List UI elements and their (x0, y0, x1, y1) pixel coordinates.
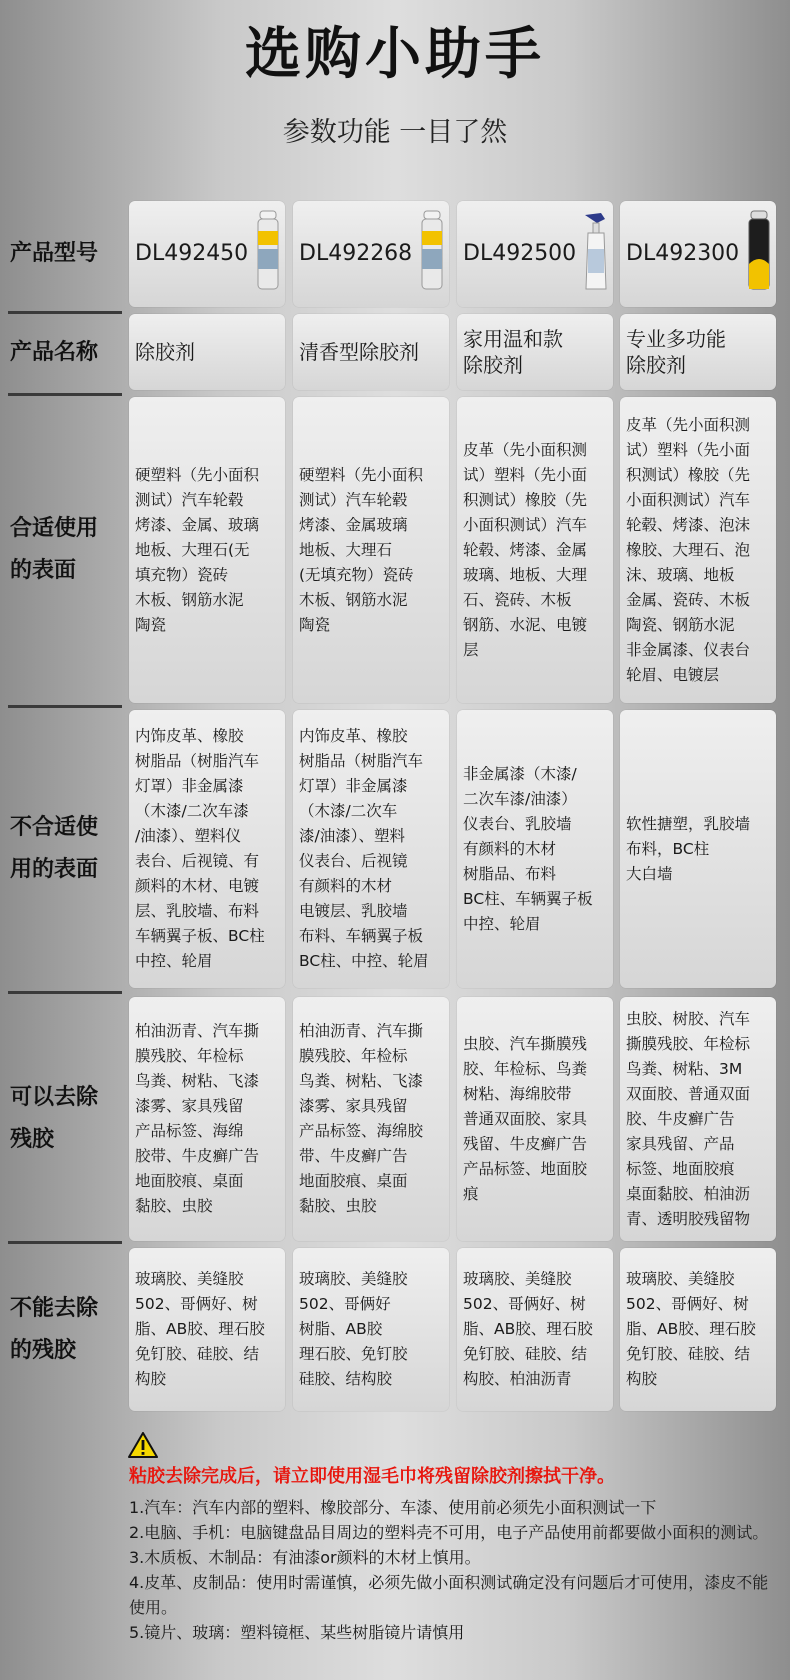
suitable-surface-cell: 皮革（先小面积测 试）塑料（先小面 积测试）橡胶（先 小面积测试）汽车 轮毂、烤漆、金属 玻璃、地板、大理 石、瓷砖、木板 钢筋、水泥、电镀 层 (457, 397, 613, 703)
unsuitable-surface-cell: 内饰皮革、橡胶 树脂品（树脂汽车 灯罩）非金属漆 （木漆/二次车 漆/油漆）、塑料 仪表台、后视镜 有颜料的木材 电镀层、乳胶墙 布料、车辆翼子板 BC柱、中控、轮眉 (293, 710, 449, 988)
row-separator (8, 705, 122, 708)
model-cell (293, 201, 449, 307)
product-name-cell: 家用温和款 除胶剂 (457, 314, 613, 390)
removable-glue-cell: 柏油沥青、汽车撕 膜残胶、年检标 鸟粪、树粘、飞漆 漆雾、家具残留 产品标签、海绵胶 带、牛皮癣广告 地面胶痕、桌面 黏胶、虫胶 (293, 997, 449, 1241)
removable-glue-cell: 虫胶、树胶、汽车 撕膜残胶、年检标 鸟粪、树粘、3M 双面胶、普通双面 胶、牛皮癣广告 家具残留、产品 标签、地面胶痕 桌面黏胶、柏油沥 青、透明胶残留物 (620, 997, 776, 1241)
note-item: 3.木质板、木制品：有油漆or颜料的木材上慎用。 (129, 1548, 481, 1567)
note-item: 1.汽车：汽车内部的塑料、橡胶部分、车漆、使用前必须先小面积测试一下 (129, 1498, 657, 1517)
product-name-cell: 除胶剂 (129, 314, 285, 390)
suitable-surface-cell: 硬塑料（先小面积 测试）汽车轮毂 烤漆、金属玻璃 地板、大理石 (无填充物）瓷砖 木板、钢筋水泥 陶瓷 (293, 397, 449, 703)
unsuitable-surface-cell: 非金属漆（木漆/ 二次车漆/油漆） 仪表台、乳胶墙 有颜料的木材 树脂品、布料 BC柱、车辆翼子板 中控、轮眉 (457, 710, 613, 988)
removable-glue-cell: 柏油沥青、汽车撕 膜残胶、年检标 鸟粪、树粘、飞漆 漆雾、家具残留 产品标签、海绵 胶带、牛皮癣广告 地面胶痕、桌面 黏胶、虫胶 (129, 997, 285, 1241)
warning-icon (128, 1432, 158, 1458)
unremovable-glue-cell: 玻璃胶、美缝胶 502、哥俩好、树 脂、AB胶、理石胶 免钉胶、硅胶、结 构胶 (129, 1248, 285, 1411)
row-label-removable: 可以去除 残胶 (10, 1085, 99, 1152)
product-can-icon (419, 209, 445, 291)
spray-bottle-icon (583, 209, 609, 291)
page-subtitle: 参数功能 一目了然 (282, 117, 508, 148)
warning-text: 粘胶去除完成后，请立即使用湿毛巾将残留除胶剂擦拭干净。 (129, 1466, 615, 1487)
product-can-icon (255, 209, 281, 291)
model-number: DL492500 (463, 241, 577, 266)
note-item: 5.镜片、玻璃：塑料镜框、某些树脂镜片请慎用 (129, 1623, 465, 1642)
model-cell (457, 201, 613, 307)
unsuitable-surface-cell: 内饰皮革、橡胶 树脂品（树脂汽车 灯罩）非金属漆 （木漆/二次车漆 /油漆）、塑料仪 表台、后视镜、有 颜料的木材、电镀 层、乳胶墙、布料 车辆翼子板、BC柱 中控、轮眉 (129, 710, 285, 988)
removable-glue-cell: 虫胶、汽车撕膜残 胶、年检标、鸟粪 树粘、海绵胶带 普通双面胶、家具 残留、牛皮癣广告 产品标签、地面胶 痕 (457, 997, 613, 1241)
model-cell (129, 201, 285, 307)
row-label-unsuitable: 不合适使 用的表面 (10, 815, 99, 882)
note-item: 2.电脑、手机：电脑键盘品目周边的塑料壳不可用，电子产品使用前都要做小面积的测试。 (129, 1523, 769, 1542)
unsuitable-surface-cell: 软性搪塑，乳胶墙 布料，BC柱 大白墙 (620, 710, 776, 988)
unremovable-glue-cell: 玻璃胶、美缝胶 502、哥俩好、树 脂、AB胶、理石胶 免钉胶、硅胶、结 构胶 (620, 1248, 776, 1411)
model-number: DL492450 (135, 241, 249, 266)
product-name-cell: 清香型除胶剂 (293, 314, 449, 390)
row-label-unremovable: 不能去除 的残胶 (10, 1295, 99, 1363)
row-label-suitable: 合适使用 的表面 (10, 516, 99, 583)
row-separator (8, 1241, 122, 1244)
model-number: DL492268 (299, 241, 413, 266)
product-can-icon (746, 209, 772, 291)
page-title: 选购小助手 (245, 22, 545, 87)
note-item: 4.皮革、皮制品：使用时需谨慎，必须先做小面积测试确定没有问题后才可使用，漆皮不能使用。 (129, 1573, 769, 1617)
product-name-cell: 专业多功能 除胶剂 (620, 314, 776, 390)
usage-notes (129, 1495, 769, 1645)
row-label-name: 产品名称 (10, 340, 99, 365)
unremovable-glue-cell: 玻璃胶、美缝胶 502、哥俩好 树脂、AB胶 理石胶、免钉胶 硅胶、结构胶 (293, 1248, 449, 1411)
model-number: DL492300 (626, 241, 740, 266)
row-label-model: 产品型号 (10, 241, 99, 266)
unremovable-glue-cell: 玻璃胶、美缝胶 502、哥俩好、树 脂、AB胶、理石胶 免钉胶、硅胶、结 构胶、柏油沥青 (457, 1248, 613, 1411)
suitable-surface-cell: 皮革（先小面积测 试）塑料（先小面 积测试）橡胶（先 小面积测试）汽车 轮毂、烤漆、泡沫 橡胶、大理石、泡 沫、玻璃、地板 金属、瓷砖、木板 陶瓷、钢筋水泥 非金属漆、仪表台 轮眉、电镀层 (620, 397, 776, 703)
suitable-surface-cell: 硬塑料（先小面积 测试）汽车轮毂 烤漆、金属、玻璃 地板、大理石(无 填充物）瓷砖 木板、钢筋水泥 陶瓷 (129, 397, 285, 703)
row-separator (8, 393, 122, 396)
model-cell (620, 201, 776, 307)
row-separator (8, 991, 122, 994)
